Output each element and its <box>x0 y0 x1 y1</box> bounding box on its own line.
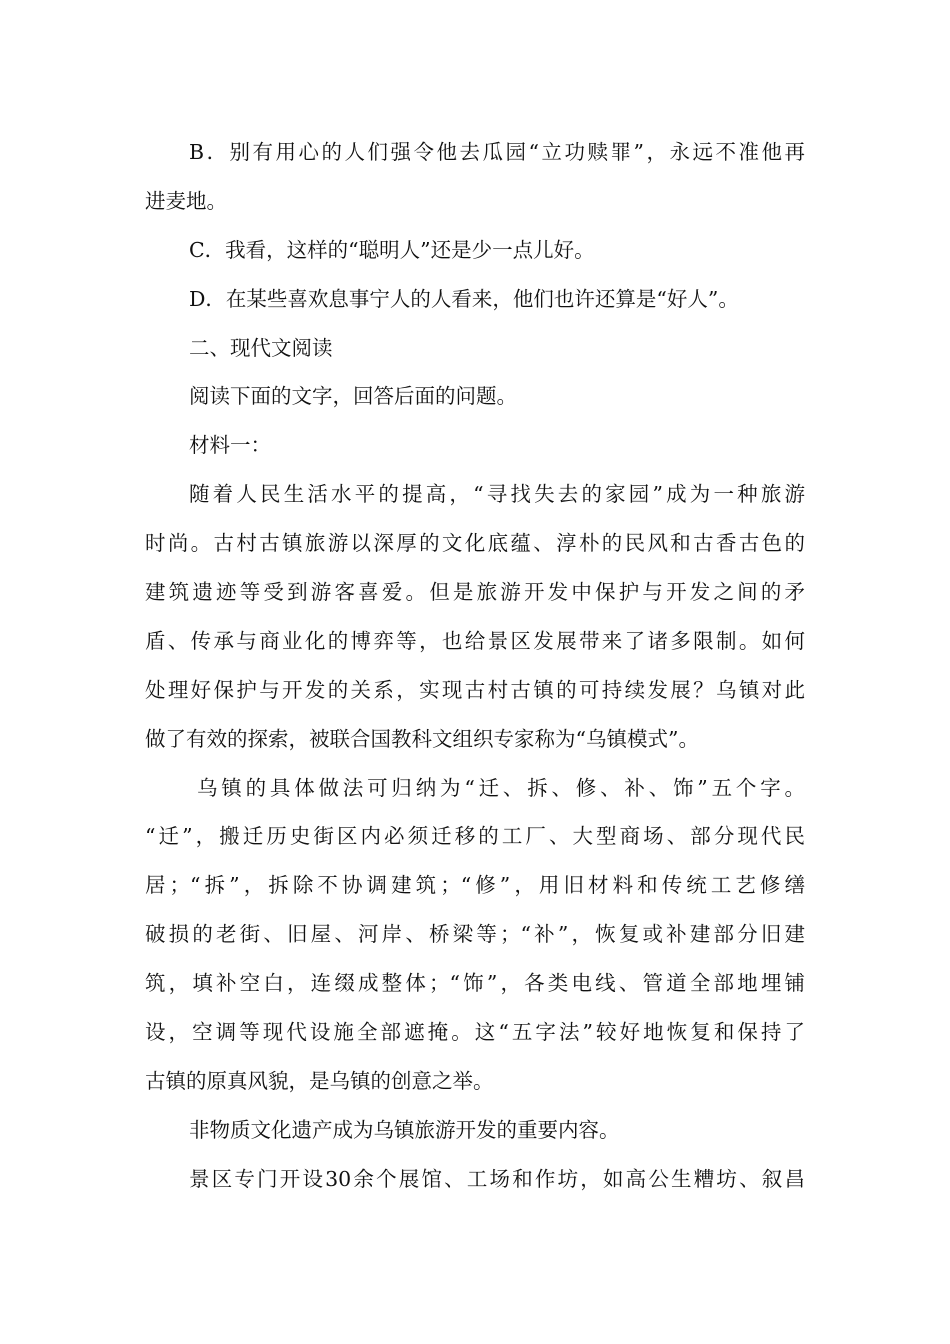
material-label: 材料一： <box>189 433 271 458</box>
paragraph-1-line-3: 建筑遗迹等受到游客喜爱。但是旅游开发中保护与开发之间的矛 <box>145 580 805 605</box>
paragraph-2-line-2: “迁”，搬迁历史街区内必须迁移的工厂、大型商场、部分现代民 <box>145 824 805 849</box>
paragraph-1-line-6: 做了有效的探索，被联合国教科文组织专家称为“乌镇模式”。 <box>145 726 699 751</box>
paragraph-2-line-4: 破损的老街、旧屋、河岸、桥梁等；“补”，恢复或补建部分旧建 <box>145 922 805 947</box>
paragraph-3: 非物质文化遗产成为乌镇旅游开发的重要内容。 <box>189 1117 620 1142</box>
paragraph-1-line-2: 时尚。古村古镇旅游以深厚的文化底蕴、淳朴的民风和古香古色的 <box>145 531 805 556</box>
paragraph-1-line-5: 处理好保护与开发的关系，实现古村古镇的可持续发展？乌镇对此 <box>145 677 805 702</box>
option-b-line-1: B．别有用心的人们强令他去瓜园“立功赎罪”，永远不准他再 <box>189 140 805 164</box>
paragraph-1-line-1: 随着人民生活水平的提高，“寻找失去的家园”成为一种旅游 <box>189 482 805 507</box>
paragraph-2-line-6: 设，空调等现代设施全部遮掩。这“五字法”较好地恢复和保持了 <box>145 1020 805 1045</box>
paragraph-2-line-1: 乌镇的具体做法可归纳为“迁、拆、修、补、饰”五个字。 <box>197 775 805 800</box>
option-d: D．在某些喜欢息事宁人的人看来，他们也许还算是“好人”。 <box>189 286 739 311</box>
paragraph-1-line-4: 盾、传承与商业化的博弈等，也给景区发展带来了诸多限制。如何 <box>145 628 805 653</box>
paragraph-2-line-3: 居；“拆”，拆除不协调建筑；“修”，用旧材料和传统工艺修缮 <box>145 873 805 898</box>
paragraph-4-line-1: 景区专门开设30余个展馆、工场和作坊，如高公生糟坊、叙昌 <box>189 1166 805 1191</box>
section-heading: 二、现代文阅读 <box>189 335 333 360</box>
paragraph-2-line-5: 筑，填补空白，连缀成整体；“饰”，各类电线、管道全部地埋铺 <box>145 971 805 996</box>
option-c: C．我看，这样的“聪明人”还是少一点儿好。 <box>189 237 595 262</box>
document-body <box>145 128 805 1204</box>
paragraph-2-line-7: 古镇的原真风貌，是乌镇的创意之举。 <box>145 1068 494 1093</box>
reading-instruction: 阅读下面的文字，回答后面的问题。 <box>189 384 517 409</box>
option-b-line-2: 进麦地。 <box>145 188 227 213</box>
